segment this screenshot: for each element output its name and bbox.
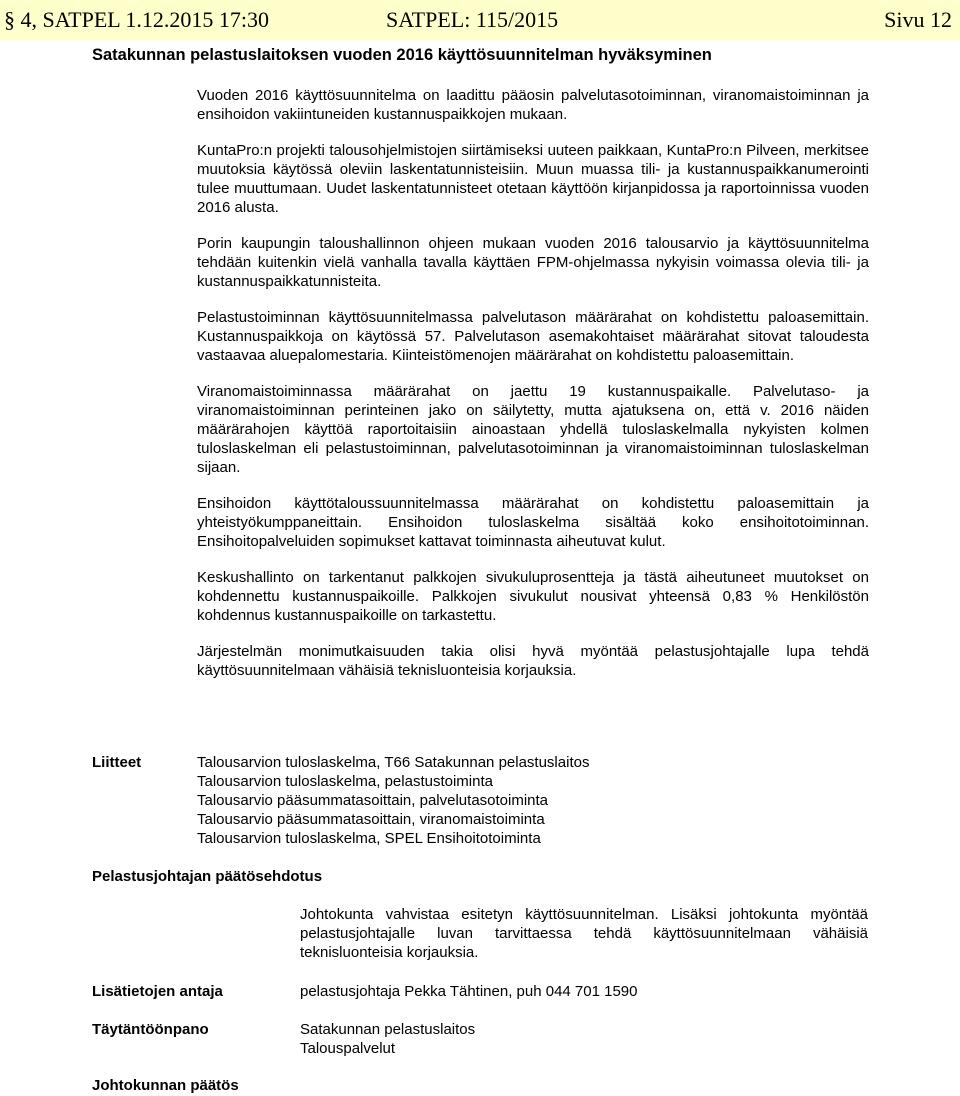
contact-label: Lisätietojen antaja (92, 983, 223, 1000)
body-paragraph: Ensihoidon käyttötaloussuunnitelmassa määrärahat on kohdistettu paloasemittain ja yhteistyökumppaneittain. Ensihoidon tuloslaskelma sisältää koko ensihoitotoiminnan. Ensihoitopalveluiden sopimukset kattavat toiminnasta aiheutuvat kulut. (197, 495, 869, 550)
meeting-reference: § 4, SATPEL 1.12.2015 17:30 (4, 7, 270, 32)
document-title: Satakunnan pelastuslaitoksen vuoden 2016 käyttösuunnitelman hyväksyminen (92, 46, 712, 64)
execution-label: Täytäntöönpano (92, 1021, 209, 1038)
contact-value: pelastusjohtaja Pekka Tähtinen, puh 044 701 1590 (300, 983, 638, 1000)
body-paragraph: Keskushallinto on tarkentanut palkkojen sivukuluprosentteja ja tästä aiheutuneet muutokset on kohdennettu kustannuspaikoille. Palkkojen sivukulut nousivat yhteensä 0,83 % Henkilöstön kohdennus kustannuspaikoille on tarkastettu. (197, 569, 869, 624)
execution-list (300, 1020, 475, 1058)
decision-label: Johtokunnan päätös (92, 1077, 239, 1094)
body-paragraph: KuntaPro:n projekti talousohjelmistojen siirtämiseksi uuteen paikkaan, KuntaPro:n Pilveen, merkitsee muutoksia käytössä oleviin laskentatunnisteisiin. Muun muassa tili- ja kustannuspaikkanumerointi tulee muuttumaan. Uudet laskentatunnisteet otetaan käyttöön kirjanpidossa ja raportoinnissa vuoden 2016 alusta. (197, 142, 869, 216)
document-body (197, 86, 869, 697)
attachment-item: Talousarvio pääsummatasoittain, palvelutasotoiminta (197, 792, 549, 809)
proposal-text: Johtokunta vahvistaa esitetyn käyttösuunnitelman. Lisäksi johtokunta myöntää pelastusjohtajalle luvan tarvittaessa tehdä käyttösuunnitelmaan vähäisiä teknisluonteisia korjauksia. (300, 906, 868, 961)
body-paragraph: Vuoden 2016 käyttösuunnitelma on laadittu pääosin palvelutasotoiminnan, viranomaistoiminnan ja ensihoidon vakiintuneiden kustannuspaikkojen mukaan. (197, 87, 869, 123)
page-header (0, 0, 960, 40)
body-paragraph: Järjestelmän monimutkaisuuden takia olisi hyvä myöntää pelastusjohtajalle lupa tehdä käyttösuunnitelmaan vähäisiä teknisluonteisia korjauksia. (197, 643, 869, 679)
body-paragraph: Pelastustoiminnan käyttösuunnitelmassa palvelutason määrärahat on kohdistettu paloasemittain. Kustannuspaikkoja on käytössä 57. Palvelutason asemakohtaiset määrärahat sitovat taloudesta vastaavaa aluepalomestaria. Kiinteistömenojen määrärahat on kohdistettu paloasemittain. (197, 309, 869, 364)
attachments-list (197, 753, 589, 848)
proposal-label: Pelastusjohtajan päätösehdotus (92, 868, 323, 885)
case-reference: SATPEL: 115/2015 (386, 7, 559, 32)
execution-item: Satakunnan pelastuslaitos (300, 1021, 476, 1038)
attachment-item: Talousarvio pääsummatasoittain, viranomaistoiminta (197, 811, 545, 828)
page-number: Sivu 12 (884, 7, 952, 32)
execution-item: Talouspalvelut (300, 1040, 396, 1057)
attachments-label: Liitteet (92, 754, 142, 771)
body-paragraph: Porin kaupungin taloushallinnon ohjeen mukaan vuoden 2016 talousarvio ja käyttösuunnitelma tehdään kuitenkin vielä vanhalla tavalla käyttäen FPM-ohjelmassa nykyisin voimassa olevia tili- ja kustannuspaikkatunnisteita. (197, 235, 869, 290)
attachment-item: Talousarvion tuloslaskelma, T66 Satakunnan pelastuslaitos (197, 754, 590, 771)
body-paragraph: Viranomaistoiminnassa määrärahat on jaettu 19 kustannuspaikalle. Palvelutaso- ja viranomaistoiminnan perinteinen jako on säilytetty, mutta ajatuksena on, että v. 2016 näiden määrärahojen käyttöä raportoitaisiin ainoastaan yhdellä tuloslaskelmalla nykyisten kolmen tuloslaskelman eli pelastustoiminnan, palvelutasotoiminnan ja viranomaistoiminnan tuloslaskelman sijaan. (197, 383, 869, 476)
attachment-item: Talousarvion tuloslaskelma, SPEL Ensihoitotoiminta (197, 830, 541, 847)
attachment-item: Talousarvion tuloslaskelma, pelastustoiminta (197, 773, 493, 790)
